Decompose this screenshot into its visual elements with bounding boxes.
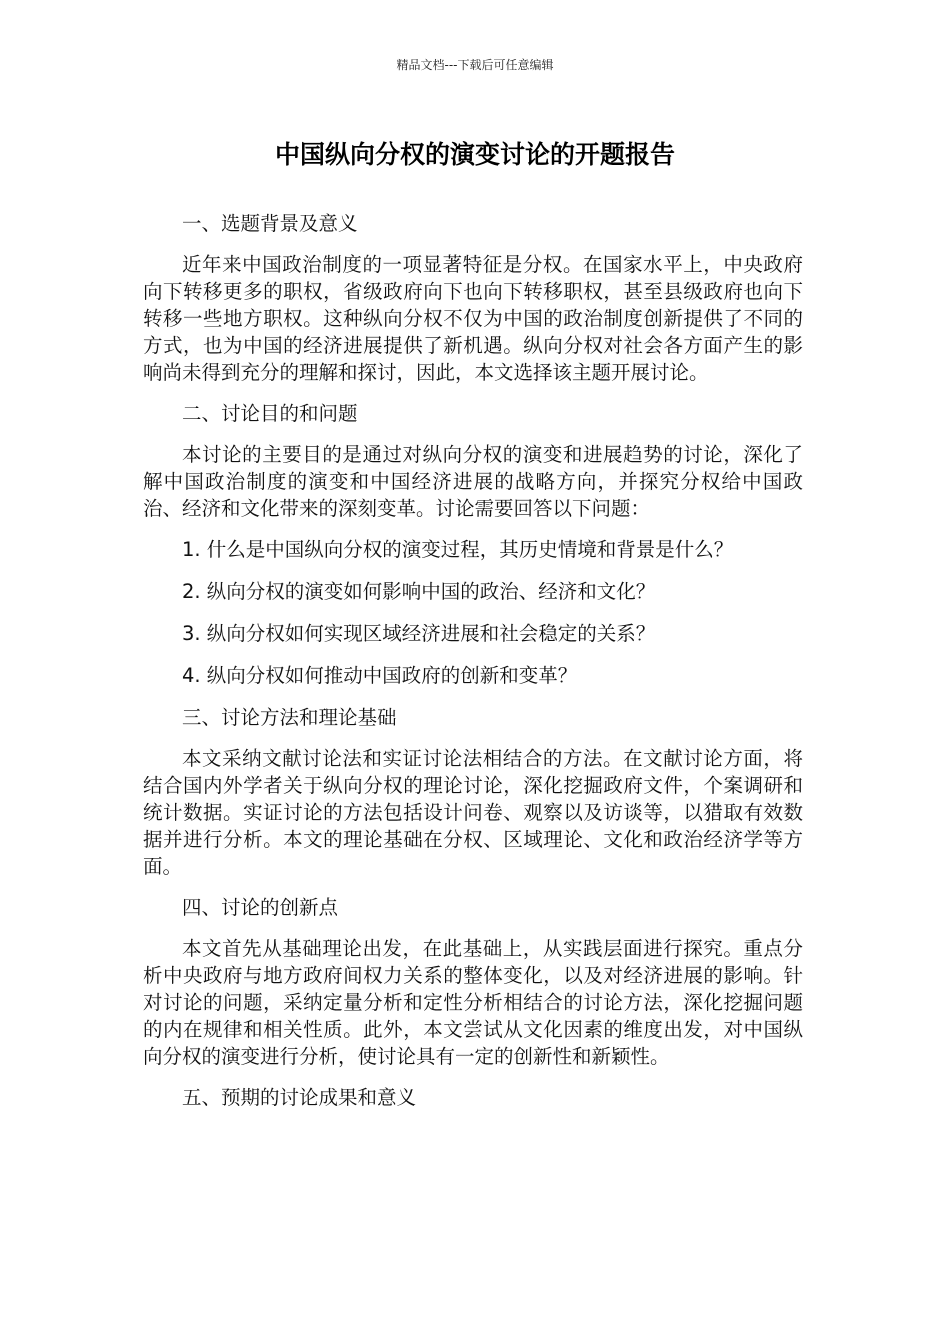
section-heading-background: 一、选题背景及意义 (182, 212, 358, 235)
paragraph-innovation: 本文首先从基础理论出发，在此基础上，从实践层面进行探究。重点分析中央政府与地方政府间权力关系的整体变化，以及对经济进展的影响。针对讨论的问题，采纳定量分析和定性分析相结合的讨论方法，深化挖掘问题的内在规律和相关性质。此外，本文尝试从文化因素的维度出发，对中国纵向分权的演变进行分析，使讨论具有一定的创新性和新颖性。 (143, 937, 803, 1068)
section-heading-innovation: 四、讨论的创新点 (182, 896, 339, 919)
section-heading-purpose: 二、讨论目的和问题 (182, 402, 358, 425)
section-heading-expected-results: 五、预期的讨论成果和意义 (182, 1086, 417, 1109)
document-body (143, 210, 803, 1125)
section-heading-method: 三、讨论方法和理论基础 (182, 706, 397, 729)
page-header: 精品文档---下载后可任意编辑 (396, 58, 554, 72)
paragraph-purpose: 本讨论的主要目的是通过对纵向分权的演变和进展趋势的讨论，深化了解中国政治制度的演变和中国经济进展的战略方向，并探究分权给中国政治、经济和文化带来的深刻变革。讨论需要回答以下问题： (143, 443, 803, 520)
question-item-2: 2. 纵向分权的演变如何影响中国的政治、经济和文化？ (182, 580, 656, 603)
question-item-3: 3. 纵向分权如何实现区域经济进展和社会稳定的关系？ (182, 622, 656, 645)
document-title: 中国纵向分权的演变讨论的开题报告 (274, 140, 675, 169)
question-item-4: 4. 纵向分权如何推动中国政府的创新和变革？ (182, 664, 578, 687)
question-item-1: 1. 什么是中国纵向分权的演变过程，其历史情境和背景是什么？ (182, 538, 734, 561)
paragraph-method: 本文采纳文献讨论法和实证讨论法相结合的方法。在文献讨论方面，将结合国内外学者关于纵向分权的理论讨论，深化挖掘政府文件，个案调研和统计数据。实证讨论的方法包括设计问卷、观察以及访谈等，以猎取有效数据并进行分析。本文的理论基础在分权、区域理论、文化和政治经济学等方面。 (143, 747, 803, 878)
paragraph-background: 近年来中国政治制度的一项显著特征是分权。在国家水平上，中央政府向下转移更多的职权，省级政府向下也向下转移职权，甚至县级政府也向下转移一些地方职权。这种纵向分权不仅为中国的政治制度创新提供了不同的方式，也为中国的经济进展提供了新机遇。纵向分权对社会各方面产生的影响尚未得到充分的理解和探讨，因此，本文选择该主题开展讨论。 (143, 253, 803, 384)
